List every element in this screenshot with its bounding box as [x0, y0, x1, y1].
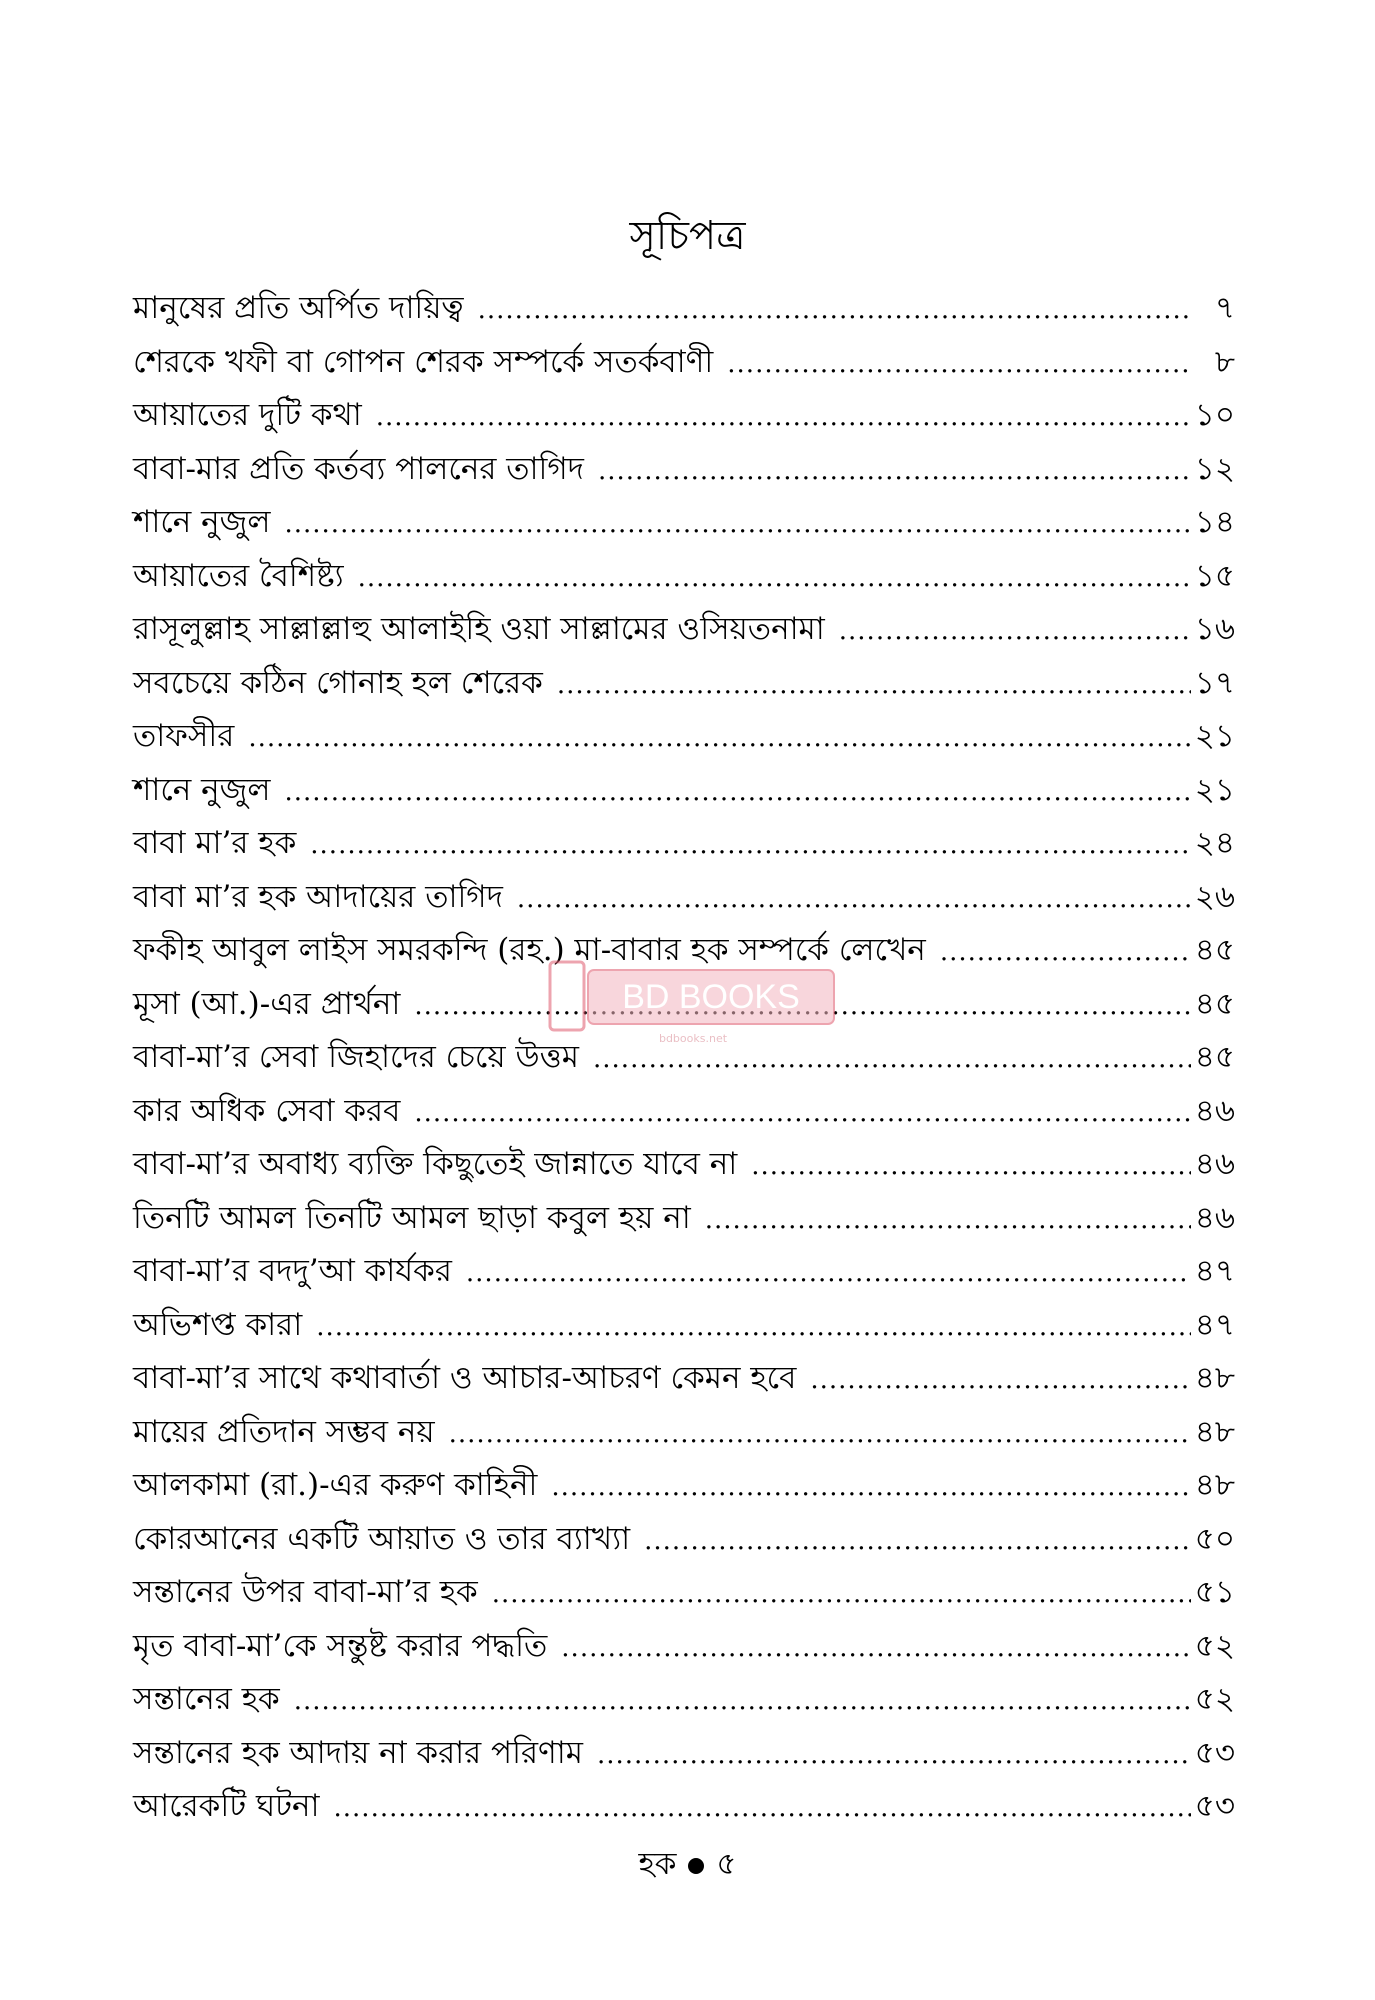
toc-entry-title: আয়াতের দুটি কথা: [133, 397, 362, 433]
toc-entry-title: সন্তানের উপর বাবা-মা’র হক: [133, 1574, 478, 1610]
dot-leader: [727, 338, 1191, 392]
toc-entry-page-number: ২৬: [1194, 878, 1235, 915]
toc-entry-title: শেরকে খফী বা গোপন শেরক সম্পর্কে সতর্কবাণী: [133, 343, 714, 380]
toc-entry: [133, 1459, 1235, 1513]
dot-leader: [839, 605, 1191, 659]
toc-entry-title: বাবা মা’র হক আদায়ের তাগিদ: [133, 878, 503, 915]
toc-entry-title: বাবা মা’র হক: [133, 825, 297, 861]
toc-entry-title: কার অধিক সেবা করব: [133, 1092, 401, 1129]
toc-entry: [133, 657, 1235, 711]
toc-entry-page-number: ৪৬: [1194, 1092, 1235, 1129]
toc-entry: [133, 1192, 1235, 1246]
toc-entry-title: ফকীহ আবুল লাইস সমরকন্দি (রহ.) মা-বাবার হক সম্পর্কে লেখেন: [133, 932, 926, 968]
toc-entry-title: সন্তানের হক: [133, 1681, 280, 1717]
dot-leader: [551, 1461, 1190, 1515]
dot-leader: [557, 659, 1191, 713]
toc-entry-page-number: ৪৬: [1194, 1199, 1235, 1236]
toc-entry: [133, 1085, 1235, 1139]
dot-leader: [449, 1408, 1191, 1462]
toc-entry-page-number: ১০: [1194, 397, 1235, 433]
toc-entry-title: বাবা-মার প্রতি কর্তব্য পালনের তাগিদ: [133, 450, 584, 487]
toc-entry-title: বাবা-মা’র সাথে কথাবার্তা ও আচার-আচরণ কেমন হবে: [133, 1360, 797, 1396]
toc-entry: [133, 1245, 1235, 1299]
watermark-brand: BD BOOKS: [622, 978, 800, 1016]
toc-entry-title: মায়ের প্রতিদান সম্ভব নয়: [133, 1413, 435, 1450]
page-footer: [0, 1842, 1375, 1886]
toc-entry-title: তাফসীর: [133, 718, 235, 754]
dot-leader: [284, 498, 1190, 552]
toc-entry: [133, 1620, 1235, 1674]
dot-leader: [310, 819, 1190, 873]
dot-leader: [598, 445, 1191, 499]
toc-entry-title: মানুষের প্রতি অর্পিত দায়িত্ব: [133, 290, 464, 326]
dot-leader: [561, 1622, 1190, 1676]
toc-entry-page-number: ৫২: [1194, 1627, 1235, 1664]
toc-entry-page-number: ৪৫: [1194, 985, 1235, 1022]
table-of-contents: [133, 282, 1235, 1834]
dot-leader: [751, 1140, 1190, 1194]
toc-entry-page-number: ৪৮: [1194, 1360, 1235, 1396]
footer-page-number: ৫: [716, 1846, 737, 1882]
toc-entry: [133, 1673, 1235, 1727]
dot-leader: [358, 552, 1191, 606]
toc-entry-page-number: ৮: [1214, 343, 1235, 380]
toc-entry-title: বাবা-মা’র বদদু’আ কার্যকর: [133, 1253, 452, 1289]
dot-leader: [248, 712, 1190, 766]
dot-leader: [810, 1354, 1190, 1408]
dot-leader: [478, 284, 1191, 338]
toc-entry-title: আরেকটি ঘটনা: [133, 1788, 320, 1824]
toc-entry: [133, 282, 1235, 336]
toc-entry-title: মূসা (আ.)-এর প্রার্থনা: [133, 985, 401, 1022]
toc-entry: [133, 1566, 1235, 1620]
dot-leader: [940, 926, 1191, 980]
page-title: সূচিপত্র: [629, 213, 746, 259]
toc-entry: [133, 817, 1235, 871]
dot-leader: [376, 391, 1191, 445]
toc-entry-title: বাবা-মা’র অবাধ্য ব্যক্তি কিছুতেই জান্নাতে যাবে না: [133, 1146, 738, 1182]
toc-entry-title: রাসূলুল্লাহ সাল্লাল্লাহু আলাইহি ওয়া সাল্লামের ওসিয়তনামা: [133, 611, 825, 647]
toc-entry-title: অভিশপ্ত কারা: [133, 1306, 303, 1343]
toc-entry-title: মৃত বাবা-মা’কে সন্তুষ্ট করার পদ্ধতি: [133, 1627, 548, 1664]
dot-leader: [316, 1301, 1191, 1355]
watermark-logo: [548, 960, 838, 1032]
toc-entry-page-number: ৫৩: [1194, 1788, 1235, 1824]
toc-entry-title: সবচেয়ে কঠিন গোনাহ হল শেরেক: [133, 664, 543, 701]
toc-entry: [133, 1406, 1235, 1460]
toc-entry: [133, 443, 1235, 497]
toc-entry-page-number: ৫৩: [1194, 1734, 1235, 1771]
toc-entry: [133, 764, 1235, 818]
toc-entry: [133, 550, 1235, 604]
toc-entry-title: বাবা-মা’র সেবা জিহাদের চেয়ে উত্তম: [133, 1039, 580, 1075]
toc-entry-page-number: ১৪: [1194, 504, 1235, 540]
dot-leader: [466, 1247, 1191, 1301]
watermark: [548, 960, 838, 1046]
dot-leader: [334, 1782, 1191, 1836]
toc-entry: [133, 1780, 1235, 1834]
toc-entry: [133, 710, 1235, 764]
dot-leader: [492, 1568, 1191, 1622]
toc-entry: [133, 1299, 1235, 1353]
toc-entry-title: কোরআনের একটি আয়াত ও তার ব্যাখ্যা: [133, 1520, 631, 1557]
toc-entry-title: আয়াতের বৈশিষ্ট্য: [133, 557, 344, 594]
toc-entry: [133, 1138, 1235, 1192]
toc-entry-page-number: ১৭: [1194, 664, 1235, 701]
toc-entry: [133, 496, 1235, 550]
toc-entry: [133, 603, 1235, 657]
dot-leader: [705, 1194, 1191, 1248]
bullet-icon: [688, 1858, 704, 1874]
toc-entry-page-number: ১৬: [1194, 611, 1235, 647]
toc-entry: [133, 1513, 1235, 1567]
dot-leader: [294, 1675, 1191, 1729]
toc-entry-title: শানে নুজুল: [133, 504, 271, 540]
toc-entry-title: শানে নুজুল: [133, 771, 271, 808]
toc-entry-page-number: ১৫: [1194, 557, 1235, 594]
toc-entry-title: আলকামা (রা.)-এর করুণ কাহিনী: [133, 1467, 538, 1503]
dot-leader: [414, 1087, 1190, 1141]
toc-entry-page-number: ৪৮: [1194, 1467, 1235, 1503]
dot-leader: [597, 1729, 1191, 1783]
toc-entry-page-number: ৫১: [1194, 1574, 1235, 1610]
toc-entry: [133, 1727, 1235, 1781]
toc-entry-page-number: ২১: [1194, 771, 1235, 808]
toc-entry: [133, 1352, 1235, 1406]
toc-entry-page-number: ৪৭: [1194, 1306, 1235, 1343]
toc-entry: [133, 389, 1235, 443]
toc-entry-page-number: ৪৬: [1194, 1146, 1235, 1182]
toc-entry-title: সন্তানের হক আদায় না করার পরিণাম: [133, 1734, 583, 1771]
toc-entry: [133, 871, 1235, 925]
dot-leader: [517, 873, 1191, 927]
toc-entry-page-number: ১২: [1194, 450, 1235, 487]
toc-entry-page-number: ৪৫: [1194, 1039, 1235, 1075]
toc-entry-page-number: ৪৮: [1194, 1413, 1235, 1450]
toc-entry-page-number: ২৪: [1194, 825, 1235, 861]
dot-leader: [284, 766, 1190, 820]
toc-entry-page-number: ৭: [1214, 290, 1235, 326]
footer-book-name: হক: [638, 1846, 677, 1882]
toc-entry: [133, 336, 1235, 390]
toc-entry-page-number: ৫০: [1194, 1520, 1235, 1557]
toc-entry-page-number: ৪৭: [1194, 1253, 1235, 1289]
toc-entry-title: তিনটি আমল তিনটি আমল ছাড়া কবুল হয় না: [133, 1199, 691, 1236]
toc-entry-page-number: ৫২: [1194, 1681, 1235, 1717]
toc-entry-page-number: ২১: [1194, 718, 1235, 754]
toc-entry-page-number: ৪৫: [1194, 932, 1235, 968]
dot-leader: [644, 1515, 1191, 1569]
watermark-url: bdbooks.net: [658, 1032, 728, 1045]
